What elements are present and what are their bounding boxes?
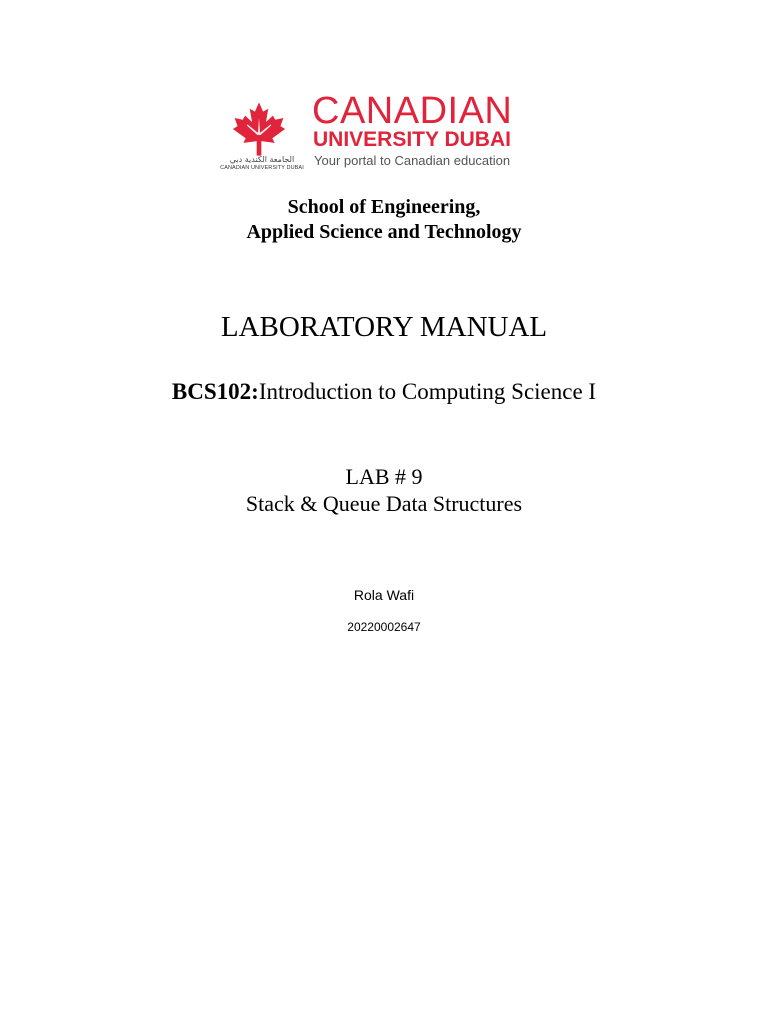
logo-brand-line1: CANADIAN: [312, 90, 513, 132]
lab-number: LAB # 9: [345, 464, 423, 489]
maple-leaf-icon: [230, 98, 288, 160]
student-id: 20220002647: [347, 620, 421, 634]
lab-topic: Stack & Queue Data Structures: [245, 491, 523, 516]
university-logo: [218, 92, 518, 176]
student-name: Rola Wafi: [353, 587, 415, 603]
school-line-1: School of Engineering,: [287, 196, 481, 218]
logo-small-name: CANADIAN UNIVERSITY DUBAI: [220, 165, 304, 171]
logo-arabic-name: الجامعة الكندية دبي: [229, 155, 295, 164]
logo-brand-line2: UNIVERSITY DUBAI: [313, 128, 511, 151]
course-code: BCS102:: [171, 379, 259, 404]
course-name: Introduction to Computing Science I: [258, 379, 597, 404]
logo-tagline: Your portal to Canadian education: [314, 153, 511, 168]
course-title: [0, 378, 768, 406]
school-line-2: Applied Science and Technology: [246, 221, 522, 243]
school-name: [0, 195, 768, 245]
manual-title: LABORATORY MANUAL: [220, 311, 548, 343]
